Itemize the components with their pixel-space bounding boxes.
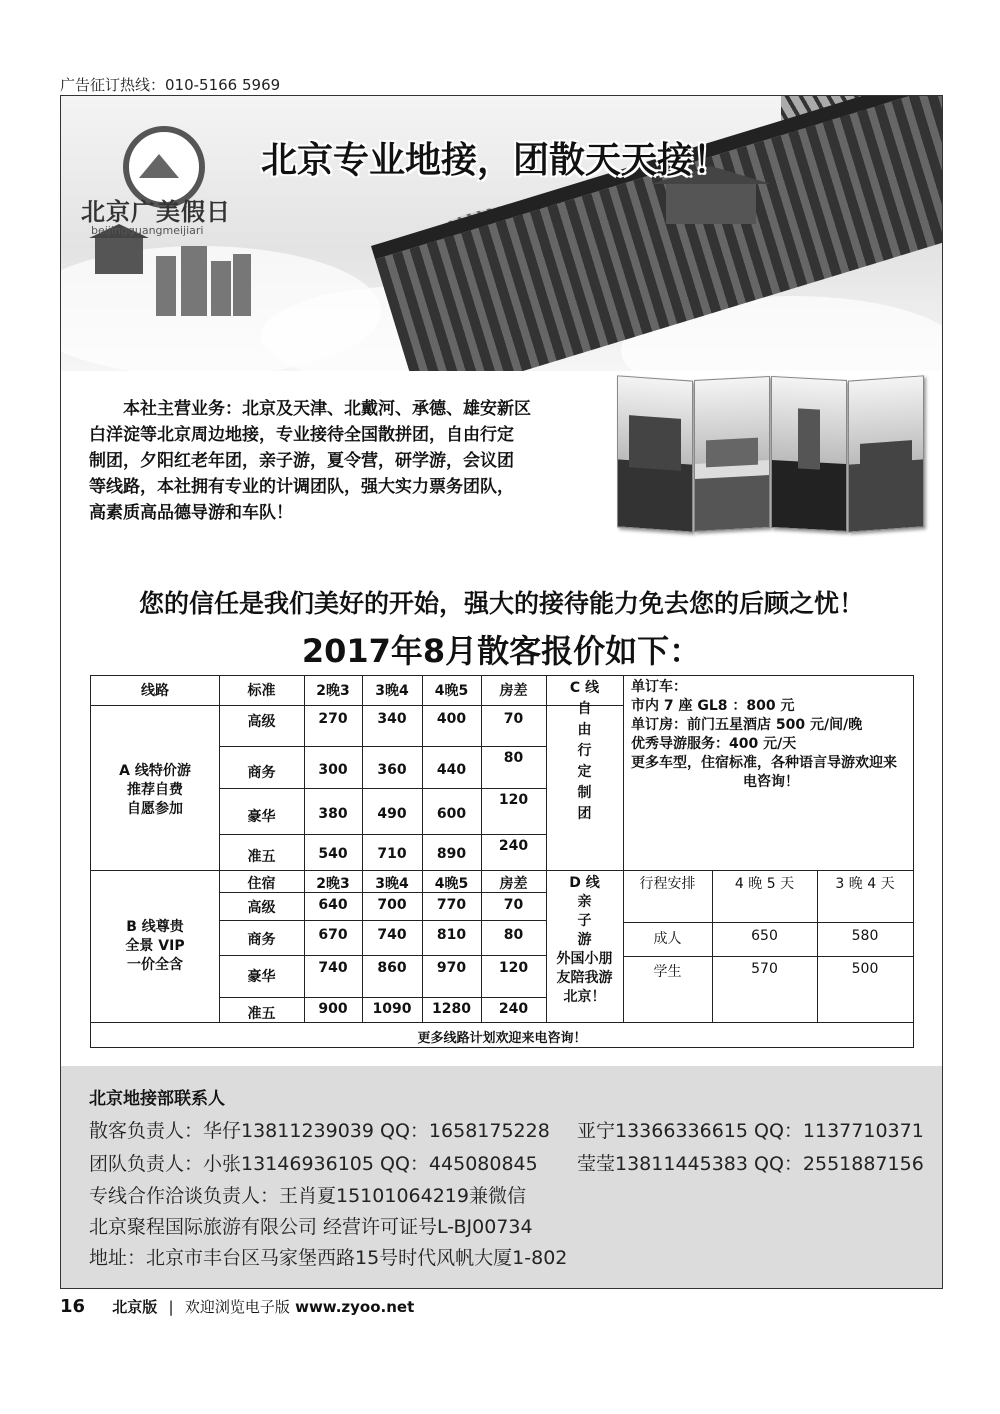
table-cell: 740 — [318, 960, 348, 976]
table-cell: 890 — [436, 846, 467, 862]
table-cell: 70 — [503, 711, 524, 727]
table-cell: 540 — [318, 846, 348, 862]
table-cell: 580 — [851, 928, 879, 944]
table-cell: 300 — [318, 762, 348, 778]
line-b-header: 3晚4 — [375, 876, 409, 892]
contact-line: 亚宁13366336615 QQ：1137710371 — [577, 1120, 924, 1142]
line-d-row-name: 学生 — [653, 964, 682, 980]
temple-photo — [617, 375, 693, 532]
contact-line: 团队负责人：小张13146936105 QQ：445080845 — [89, 1153, 538, 1175]
line-b-header: 住宿 — [247, 876, 276, 892]
lake-photo — [694, 376, 770, 532]
table-cell: 650 — [751, 928, 778, 944]
line-b-header: 房差 — [499, 876, 528, 892]
table-cell: 360 — [377, 762, 407, 778]
table-cell: 80 — [503, 750, 524, 766]
table-cell: 120 — [498, 960, 529, 976]
page-footer — [60, 1296, 414, 1317]
line-a-label: A 线特价游 推荐自费 自愿参加 — [119, 763, 191, 817]
intro-text — [89, 396, 589, 526]
table-cell: 440 — [436, 762, 467, 778]
table-cell: 900 — [318, 1001, 348, 1017]
table-row-std: 商务 — [247, 932, 276, 948]
banner-slogan: 北京专业地接，团散天天接！ — [261, 140, 730, 181]
table-cell: 70 — [503, 897, 524, 913]
table-row-std: 豪华 — [247, 969, 276, 985]
table-cell: 1090 — [372, 1001, 412, 1017]
table-cell: 500 — [851, 961, 879, 977]
line-d-header: 4 晚 5 天 — [734, 876, 795, 892]
forbidden-city-photo — [848, 375, 924, 532]
table-cell: 600 — [436, 806, 467, 822]
page-number: 16 — [60, 1296, 86, 1317]
table-row-std: 准五 — [247, 1006, 276, 1022]
table-row-std: 高级 — [247, 714, 276, 730]
website-link[interactable]: www.zyoo.net — [295, 1298, 415, 1316]
table-cell: 860 — [377, 960, 407, 976]
table-cell: 640 — [318, 897, 348, 913]
header-route: 线路 — [141, 683, 169, 699]
table-cell: 240 — [498, 838, 529, 854]
advertisement-frame — [60, 95, 943, 1289]
header-standard: 标准 — [247, 683, 276, 699]
intro-line: 等线路，本社拥有专业的计调团队，强大实力票务团队， — [89, 477, 514, 497]
table-cell: 770 — [436, 897, 467, 913]
table-cell: 120 — [498, 792, 529, 808]
line-d-label: D 线 亲 子 游 外国小朋 友陪我游 北京！ — [556, 875, 613, 1005]
table-cell: 400 — [436, 711, 467, 727]
header-3n4d: 3晚4 — [375, 683, 409, 699]
header-4n5d: 4晚5 — [434, 683, 469, 699]
line-b-header: 2晚3 — [316, 876, 350, 892]
intro-line: 白洋淀等北京周边地接，专业接待全国散拼团，自由行定 — [89, 425, 514, 445]
header-room-diff: 房差 — [499, 683, 528, 699]
ad-hotline: 广告征订热线：010-5166 5969 — [60, 76, 281, 94]
table-row-std: 准五 — [247, 849, 276, 865]
table-cell: 490 — [377, 806, 407, 822]
table-footer-note: 更多线路计划欢迎来电咨询！ — [417, 1031, 587, 1046]
table-cell: 340 — [377, 711, 407, 727]
company-license: 北京聚程国际旅游有限公司 经营许可证号L-BJ00734 — [89, 1216, 533, 1238]
table-cell: 380 — [318, 806, 348, 822]
contact-line: 莹莹13811445383 QQ：2551887156 — [577, 1153, 924, 1175]
table-cell: 740 — [377, 927, 407, 943]
table-cell: 570 — [751, 961, 778, 977]
table-cell: 270 — [318, 711, 348, 727]
intro-line: 制团，夕阳红老年团，亲子游，夏令营，研学游，会议团 — [89, 451, 514, 471]
line-b-header: 4晚5 — [434, 876, 469, 892]
table-row-std: 商务 — [247, 765, 276, 781]
table-cell: 240 — [498, 1001, 529, 1017]
footer-separator: | — [168, 1298, 174, 1316]
temple-illustration-small — [95, 238, 143, 274]
line-d-header: 行程安排 — [639, 876, 696, 892]
logo-pinyin: beijingguangmeijiari — [91, 224, 204, 237]
table-row-std: 豪华 — [247, 809, 276, 825]
header-2n3d: 2晚3 — [316, 683, 350, 699]
summer-palace-photo — [771, 376, 847, 532]
table-cell: 80 — [503, 927, 524, 943]
line-c-info: 单订车： 市内 7 座 GL8 ：800 元 单订房：前门五星酒店 500 元/间/晚 优秀导游服务：400 元/天 更多车型，住宿标准，各种语言导游欢迎来 电咨询！ — [631, 679, 897, 790]
contact-line: 散客负责人：华仔13811239039 QQ：1658175228 — [89, 1120, 550, 1142]
contact-section — [61, 1066, 942, 1288]
line-d-header: 3 晚 4 天 — [835, 876, 895, 892]
table-cell: 1280 — [432, 1001, 471, 1017]
intro-line: 高素质高品德导游和车队！ — [89, 503, 293, 523]
price-title: 2017年8月散客报价如下： — [301, 632, 702, 670]
footer-invite: 欢迎浏览电子版 — [184, 1298, 290, 1316]
contact-line: 专线合作洽谈负责人：王肖夏15101064219兼微信 — [89, 1185, 526, 1207]
line-b-label: B 线尊贵 全景 VIP 一价全含 — [125, 919, 185, 973]
table-cell: 670 — [318, 927, 348, 943]
price-table — [90, 675, 914, 1048]
headline: 您的信任是我们美好的开始，强大的接待能力免去您的后顾之忧！ — [138, 589, 864, 618]
table-cell: 700 — [377, 897, 407, 913]
table-cell: 810 — [436, 927, 467, 943]
logo-name: 北京广美假日 — [81, 198, 231, 226]
banner — [61, 96, 942, 371]
edition-label: 北京版 — [112, 1298, 158, 1316]
table-cell: 710 — [377, 846, 407, 862]
table-cell: 970 — [436, 960, 467, 976]
intro-line: 本社主营业务：北京及天津、北戴河、承德、雄安新区 — [123, 399, 531, 419]
temple-of-heaven-illustration — [666, 184, 756, 224]
line-c-label: C 线 自 由 行 定 制 团 — [569, 680, 600, 822]
line-d-row-name: 成人 — [653, 931, 682, 947]
company-address: 地址：北京市丰台区马家堡西路15号时代风帆大厦1-802 — [89, 1247, 568, 1269]
contact-title: 北京地接部联系人 — [89, 1089, 225, 1109]
table-row-std: 高级 — [247, 900, 276, 916]
